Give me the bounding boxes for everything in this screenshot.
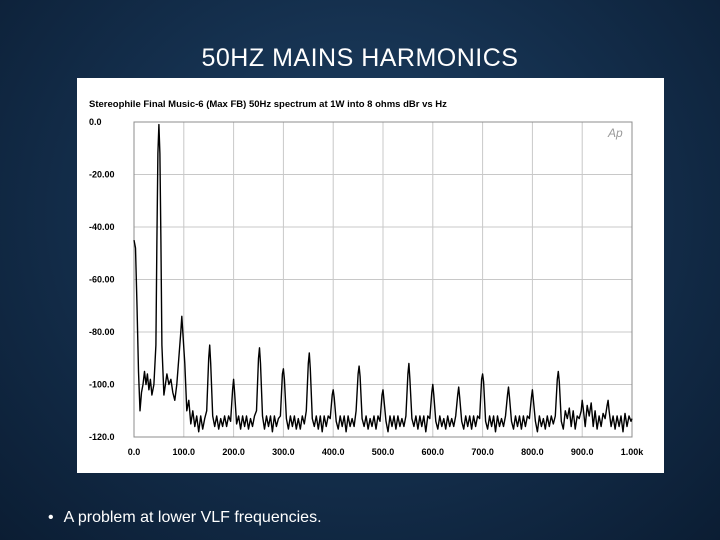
x-tick-label: 500.0 xyxy=(371,447,395,457)
x-tick-label: 700.0 xyxy=(471,447,494,457)
y-tick-label: -80.00 xyxy=(89,327,115,337)
slide-title: 50HZ MAINS HARMONICS xyxy=(201,44,519,72)
x-tick-label: 0.0 xyxy=(127,447,141,457)
bullet-item xyxy=(48,509,322,527)
y-tick-label: 0.0 xyxy=(89,117,102,127)
x-tick-label: 200.0 xyxy=(222,447,245,457)
bullet-marker: • xyxy=(48,509,54,526)
x-tick-label: 300.0 xyxy=(272,447,295,457)
x-tick-label: 800.0 xyxy=(521,447,544,457)
chart-panel xyxy=(77,78,664,473)
y-tick-label: -100.0 xyxy=(89,379,115,390)
ap-watermark: Ap xyxy=(608,126,623,140)
y-tick-label: -40.00 xyxy=(89,222,115,232)
y-tick-label: -60.00 xyxy=(89,274,115,285)
x-tick-label: 900.0 xyxy=(570,447,594,457)
x-tick-label: 1.00k xyxy=(620,447,644,457)
x-tick-label: 100.0 xyxy=(172,447,196,457)
y-tick-label: -120.0 xyxy=(89,432,115,442)
spectrum-chart xyxy=(77,78,664,473)
x-tick-label: 400.0 xyxy=(321,447,345,457)
chart-title: Stereophile Final Music-6 (Max FB) 50Hz spectrum at 1W into 8 ohms dBr vs Hz xyxy=(89,99,447,110)
x-tick-label: 600.0 xyxy=(421,447,445,457)
bullet-text: A problem at lower VLF frequencies. xyxy=(63,509,322,526)
y-tick-label: -20.00 xyxy=(89,169,115,180)
